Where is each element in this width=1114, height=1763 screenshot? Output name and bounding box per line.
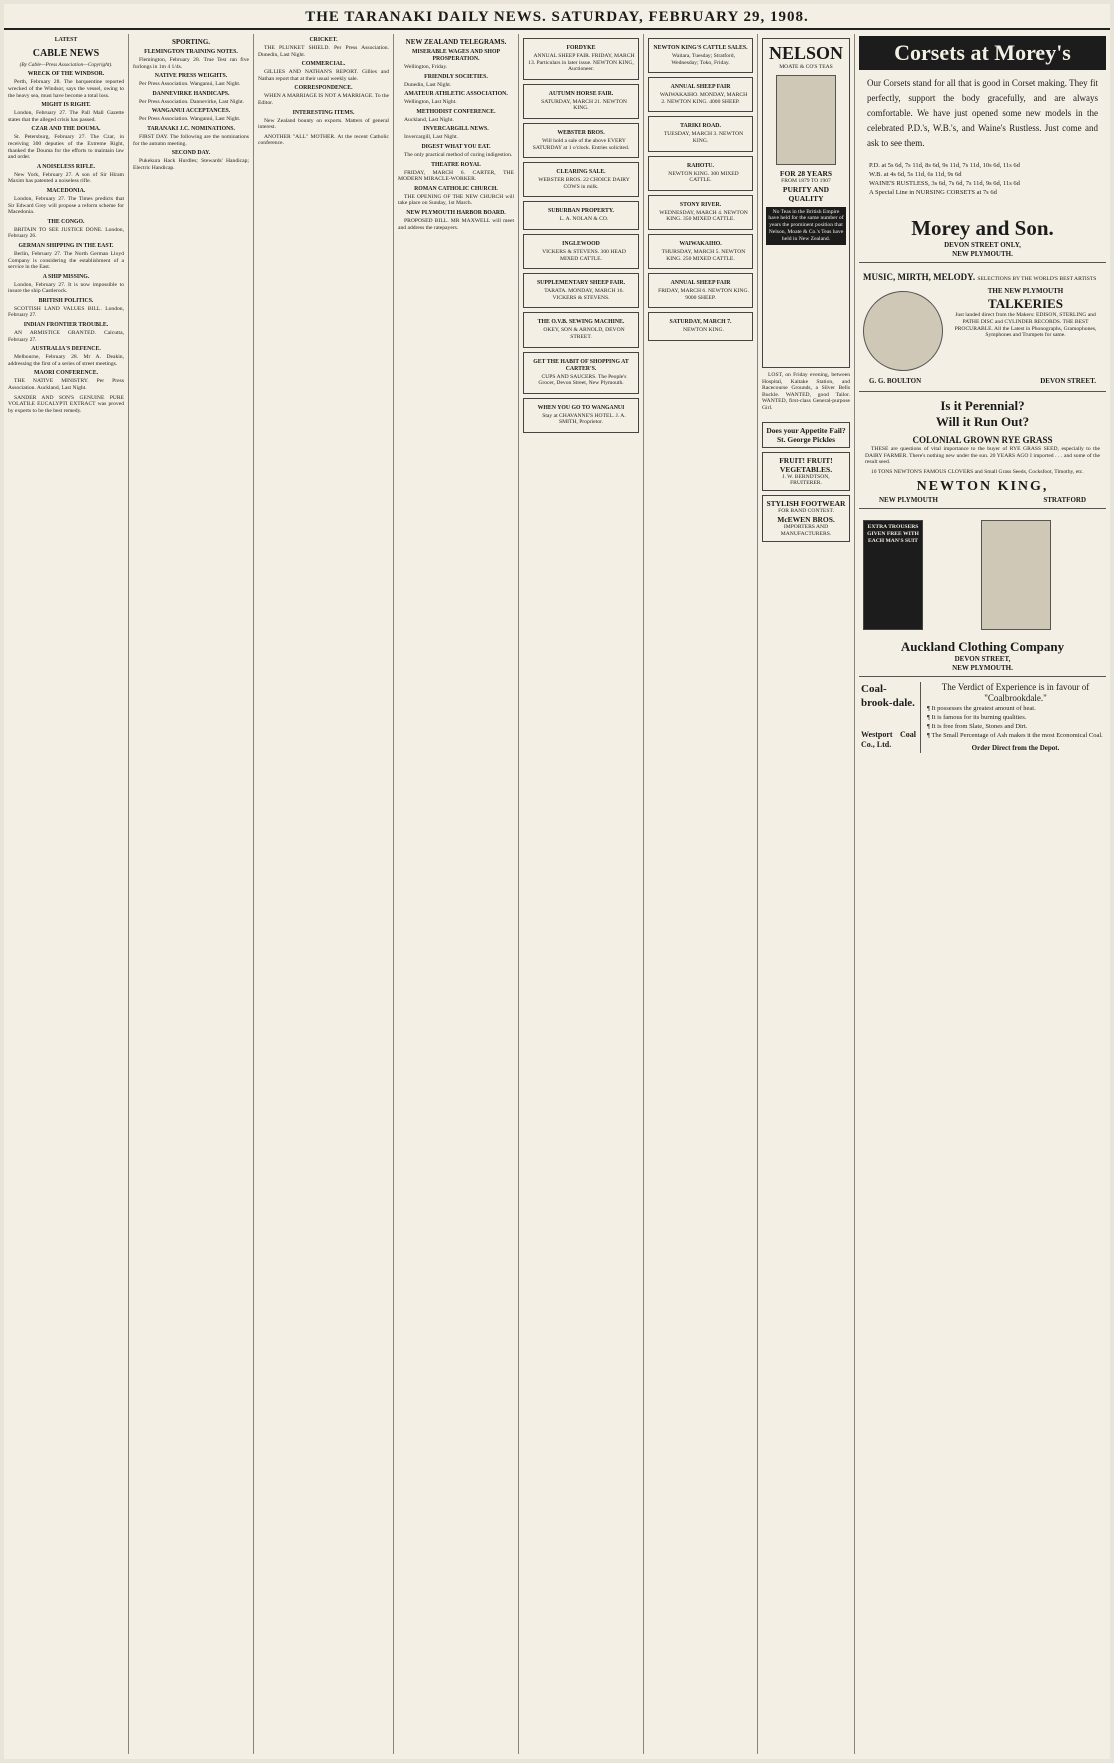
article — [8, 322, 124, 343]
article-body: Per Press Association. Dannevirke, Last Night. — [139, 98, 245, 105]
ad-block — [523, 84, 639, 119]
music-title — [859, 266, 1106, 287]
article-headline: SECOND DAY. — [171, 150, 211, 157]
article-headline: MACEDONIA. — [46, 187, 86, 194]
price-line: WAINE'S RUSTLESS, 3s 6d, 7s 6d, 7s 11d, 9s 6d, 11s 6d — [869, 180, 1020, 187]
article — [133, 91, 249, 106]
coal-order: Order Direct from the Depot. — [971, 744, 1060, 753]
article-body: FRIDAY, MARCH 6. NEWTON KING. 9000 SHEEP. — [658, 288, 749, 301]
article-headline: INTERESTING ITEMS. — [292, 109, 355, 116]
article-headline: FRIENDLY SOCIETIES. — [424, 73, 488, 80]
ad-block — [648, 273, 753, 308]
article-body: GILLIES AND NATHAN'S REPORT. Gillies and Nathan report that at their usual weekly sale. — [258, 69, 389, 82]
woman-illustration-icon — [776, 75, 836, 165]
acc-address-1: DEVON STREET, — [954, 655, 1011, 664]
article-headline: SUBURBAN PROPERTY. — [548, 208, 614, 215]
article-body: L. A. NOLAN & CO. — [559, 216, 609, 223]
article-headline: CORRESPONDENCE. — [294, 85, 353, 92]
article-headline: STONY RIVER. — [679, 201, 722, 208]
pickles-brand: St. George Pickles — [776, 434, 836, 444]
trousers-badge: EXTRA TROUSERS GIVEN FREE WITH EACH MAN'S SUIT — [863, 520, 923, 630]
article — [398, 186, 514, 207]
article — [258, 37, 389, 58]
article — [133, 49, 249, 70]
ad-block — [523, 38, 639, 80]
article-headline: WAIWAKAIHO. — [679, 240, 722, 247]
article-headline: FORDYKE — [566, 45, 596, 51]
article-body: St. Petersburg, February 27. The Czar, in receiving 300 deputies of the Extreme Right, thanked the Douma for the efforts to maintain law and order. — [8, 134, 124, 161]
ad-block — [523, 123, 639, 158]
ad-block — [523, 312, 639, 347]
article-headline: FLEMINGTON TRAINING NOTES. — [144, 49, 238, 55]
corset-price-list — [859, 157, 1106, 201]
nelson-range: FROM 1879 TO 1907 — [781, 177, 831, 184]
article-body: NEWTON KING. — [683, 327, 724, 334]
article-headline: METHODIST CONFERENCE. — [416, 108, 496, 115]
article-list — [398, 49, 514, 231]
ad-list — [648, 38, 753, 341]
article-headline: MIGHT IS RIGHT. — [41, 102, 91, 109]
article-body: London, February 27. It is now impossible to insure the ship Castlerock. — [8, 281, 124, 295]
article — [8, 346, 124, 367]
article-headline: BRITISH POLITICS. — [38, 297, 94, 304]
article-body: SANDER AND SON'S GENUINE PURE VOLATILE EUCALYPTI EXTRACT was proved by experts to be the best remedy. — [8, 394, 124, 414]
section-title: NEW ZEALAND TELEGRAMS. — [405, 38, 507, 46]
ad-list — [523, 38, 639, 433]
coal-title: The Verdict of Experience is in favour of "Coalbrookdale." — [941, 682, 1090, 704]
rye-grass-body: THESE are questions of vital importance to the buyer of RYE GRASS SEED, especially to the DAIRY FARMER. There's nothing new under the sun. 20 YEARS AGO I imported . . . and some of the result seed. — [865, 446, 1100, 466]
article-list — [133, 49, 249, 171]
article — [133, 73, 249, 88]
article — [398, 91, 514, 106]
rye-grass-head: COLONIAL GROWN RYE GRASS — [912, 435, 1053, 445]
article-headline: ANNUAL SHEEP FAIR — [670, 84, 731, 91]
article — [8, 219, 124, 240]
article-headline: DIGEST WHAT YOU EAT. — [421, 143, 491, 150]
article-body: TUESDAY, MARCH 3. NEWTON KING. — [663, 131, 744, 144]
article-body: London, February 27. The Pall Mall Gazette states that the alleged crisis has passed. — [8, 110, 124, 123]
column-newton-king-sales — [644, 34, 758, 1754]
article-body: FRIDAY, MARCH 6. CARTER, THE MODERN MIRACLE-WORKER. — [398, 169, 514, 183]
ad-block — [648, 116, 753, 151]
coal-points — [927, 704, 1104, 740]
fruit-name: J. W. BERNDTSON, FRUITERER. — [782, 473, 830, 487]
column-display-ads — [758, 34, 855, 1754]
article-headline: THE CONGO. — [47, 218, 85, 225]
pickles-title: Does your Appetite Fail? — [766, 425, 846, 435]
article — [398, 49, 514, 71]
newspaper-page — [4, 4, 1110, 1759]
newton-king-name: NEWTON KING, — [916, 479, 1049, 495]
article-body: ANOTHER "ALL" MOTHER. At the recent Catholic conference. — [258, 133, 389, 147]
article-body: BRITAIN TO SEE JUSTICE DONE. London, February 26. — [8, 226, 124, 240]
article-body: Pukekura Hack Hurdles; Stewards' Handicap; Electric Handicap. — [133, 158, 249, 171]
footwear-ad — [762, 495, 850, 541]
music-tagline: SELECTIONS BY THE WORLD'S BEST ARTISTS — [977, 276, 1097, 282]
article-list — [8, 71, 124, 414]
article — [8, 71, 124, 99]
price-line: W.B. at 4s 6d, 5s 11d, 6s 11d, 9s 6d — [869, 171, 962, 178]
article-headline: SUPPLEMENTARY SHEEP FAIR. — [536, 280, 626, 287]
article — [398, 162, 514, 183]
ad-block — [523, 398, 639, 433]
article-body: VICKERS & STEVENS. 300 HEAD MIXED CATTLE. — [542, 248, 626, 262]
talkeries-body: Just landed direct from the Makers: EDISON, STERLING and PATHE DISC and CYLINDER RECORDS. THE BEST PROCURABLE. All the Latest in Phonographs, Gramophones, Symphones and Trumpets for same. — [954, 312, 1097, 339]
article-body: New York, February 27. A son of Sir Hiram Maxim has patented a noiseless rifle. — [8, 171, 124, 185]
article-body: SATURDAY, MARCH 21. NEWTON KING. — [541, 98, 627, 112]
suit-figure-icon — [981, 520, 1051, 630]
article-headline: A NOISELESS RIFLE. — [36, 163, 96, 170]
morey-address-2: NEW PLYMOUTH. — [952, 250, 1013, 258]
corsets-banner: Corsets at Morey's — [859, 36, 1106, 70]
article-headline: INDIAN FRONTIER TROUBLE. — [23, 322, 109, 329]
ad-block — [523, 234, 639, 269]
article — [398, 144, 514, 159]
article-body: Berlin, February 27. The North German Lloyd Company is considering the establishment of a service in the East. — [8, 250, 124, 271]
article-body: The only practical method of curing indigestion. — [404, 151, 513, 158]
article-body: THE PLUNKET SHIELD. Per Press Association. Dunedin, Last Night. — [258, 45, 389, 58]
perennial-title-2: Will it Run Out? — [935, 414, 1030, 429]
article — [8, 298, 124, 319]
footwear-sub: FOR BAND CONTEST. — [778, 508, 834, 515]
article-body: Per Press Association. Wanganui, Last Night. — [139, 116, 241, 123]
article — [133, 108, 249, 123]
article-body: SCOTTISH LAND VALUES BILL. London, February 27. — [8, 305, 124, 319]
ad-block — [523, 352, 639, 394]
article — [8, 102, 124, 123]
footwear-name: McEWEN BROS. — [777, 514, 835, 524]
masthead: THE TARANAKI DAILY NEWS. SATURDAY, FEBRUARY 29, 1908. — [4, 4, 1110, 30]
column-auction-ads — [519, 34, 644, 1754]
talkeries-title: TALKERIES — [988, 296, 1063, 311]
section-title: SPORTING. — [171, 38, 211, 46]
article-body: ANNUAL SHEEP FAIR. FRIDAY, MARCH 13. Particulars in later issue. NEWTON KING, Auctioneer. — [528, 53, 635, 73]
boulton-street: DEVON STREET. — [1040, 377, 1096, 385]
fruit-ad — [762, 452, 850, 492]
nelson-slogan: PURITY AND QUALITY — [782, 184, 830, 203]
article-body: PROPOSED BILL. MR MAXWELL will meet and address the ratepayers. — [398, 217, 514, 231]
article-headline: TARANAKI J.C. NOMINATIONS. — [147, 125, 235, 132]
article-headline: NEWTON KING'S CATTLE SALES. — [653, 45, 748, 51]
article-body: New Zealand bounty on exports. Matters of general interest. — [258, 117, 389, 131]
article-body: THURSDAY, MARCH 5. NEWTON KING. 250 MIXED CATTLE. — [661, 248, 746, 262]
perennial-title-1: Is it Perennial? — [940, 398, 1025, 413]
section-title: CABLE NEWS — [32, 48, 100, 59]
article-headline: WHEN YOU GO TO WANGANUI — [537, 404, 625, 411]
article-body: THE OPENING OF THE NEW CHURCH will take place on Sunday, 1st March. — [398, 193, 514, 207]
article-headline: AUTUMN HORSE FAIR. — [548, 90, 614, 97]
article-headline: CZAR AND THE DOUMA. — [31, 126, 101, 133]
column-sporting — [129, 34, 254, 1754]
article-body: OKEY, SON & ARNOLD, DEVON STREET. — [543, 327, 625, 340]
article-body: THE NATIVE MINISTRY. Per Press Association. Auckland, Last Night. — [8, 378, 124, 392]
article-headline: AMATEUR ATHLETIC ASSOCIATION. — [404, 91, 508, 98]
newton-king-left: NEW PLYMOUTH — [879, 496, 938, 505]
article-headline: CRICKET. — [309, 37, 338, 43]
article-body: Will hold a sale of the above EVERY SATURDAY at 1 o'clock. Entries solicited. — [532, 137, 630, 151]
article-body: Melbourne, February 28. Mr A. Deakin, addressing the first of a series of street meetings. — [8, 354, 124, 367]
ad-block — [648, 195, 753, 230]
article — [398, 210, 514, 231]
article — [8, 370, 124, 391]
section-dek: (By Cable—Press Association—Copyright). — [19, 62, 113, 68]
article-headline: INGLEWOOD — [562, 240, 600, 247]
article — [258, 61, 389, 82]
article — [398, 74, 514, 89]
article-headline: THEATRE ROYAL — [431, 161, 481, 168]
edison-portrait-icon — [863, 291, 943, 371]
article-body: WAIWAKAIHO. MONDAY, MARCH 2. NEWTON KING. 4000 SHEEP. — [659, 92, 748, 105]
nelson-sub: MOATE & CO'S TEAS — [779, 64, 833, 70]
article-body: Wellington, Last Night. — [404, 99, 457, 106]
coal-point: ¶ The Small Percentage of Ash makes it the most Economical Coal. — [927, 732, 1103, 740]
article-headline: TARIKI ROAD. — [680, 123, 721, 130]
article-headline: MISERABLE WAGES AND SHOP PROSPERATION. — [412, 49, 500, 62]
article-body: AN ARMISTICE GRANTED. Calcutta, February 27. — [8, 330, 124, 343]
article — [8, 126, 124, 160]
talkeries-sub: THE NEW PLYMOUTH — [987, 287, 1064, 295]
article-body: Flemington, February 28. True Test ran five furlongs in 1m 4 1/4s. — [133, 57, 249, 70]
article — [398, 109, 514, 124]
article — [8, 243, 124, 271]
article-list — [258, 37, 389, 147]
article-headline: INVERCARGILL NEWS. — [423, 126, 489, 133]
article-headline: ANNUAL SHEEP FAIR — [670, 280, 731, 287]
article-headline: GERMAN SHIPPING IN THE EAST. — [18, 242, 114, 249]
column-nz-telegrams — [394, 34, 519, 1754]
article-headline: A SHIP MISSING. — [42, 273, 90, 280]
nelson-tea-ad — [762, 38, 850, 368]
article-body: FIRST DAY. The following are the nominations for the autumn meeting. — [133, 133, 249, 147]
auckland-clothing: Auckland Clothing Company — [900, 639, 1065, 655]
price-line: P.D. at 5s 6d, 7s 11d, 8s 6d, 9s 11d, 7s 11d, 10s 6d, 11s 6d — [869, 162, 1020, 169]
section-label: LATEST — [54, 37, 78, 43]
clovers-body: 10 TONS NEWTON'S FAMOUS CLOVERS and Small Grass Seeds, Cocksfoot, Timothy, etc. — [871, 468, 1084, 475]
article-body: Wellington, Friday. — [404, 64, 448, 70]
article-body: CUPS AND SAUCERS. The People's Grocer, Devon Street, New Plymouth. — [538, 373, 627, 387]
coal-company: Westport Coal Co., Ltd. — [861, 730, 916, 750]
coal-point: ¶ It is free from Slate, Stones and Dirt. — [927, 723, 1028, 731]
article-body: WEDNESDAY, MARCH 4. NEWTON KING. 350 MIXED CATTLE. — [659, 209, 748, 223]
morey-address-1: DEVON STREET ONLY, — [944, 241, 1021, 249]
article-headline: ROMAN CATHOLIC CHURCH. — [414, 185, 498, 192]
article-headline: GET THE HABIT OF SHOPPING AT CARTER'S. — [533, 358, 629, 372]
music-heading: MUSIC, MIRTH, MELODY. — [863, 272, 976, 282]
article — [8, 274, 124, 295]
article-headline: RAHOTU. — [687, 162, 714, 169]
ad-block — [523, 273, 639, 308]
article-body: NEWTON KING. 300 MIXED CATTLE. — [668, 170, 739, 184]
article-headline: NEW PLYMOUTH HARBOR BOARD. — [406, 209, 506, 216]
footwear-tag: IMPORTERS AND MANUFACTURERS. — [780, 523, 832, 537]
article-body: Dunedin, Last Night. — [404, 81, 452, 88]
ad-block — [523, 162, 639, 197]
nelson-note: No Teas in the British Empire have held for the same number of years the prominent position that Nelson, Moate & Co.'s Teas have held in New Zealand. — [766, 207, 846, 245]
footwear-title: STYLISH FOOTWEAR — [766, 499, 846, 509]
classified-notices: LOST, on Friday evening, between Hospital, Kaitake Station, and Racecourse Grounds, a Silver Bells Buckle. WANTED, good Tailor. WANTED, first-class General-purpose Girl. — [762, 372, 850, 411]
price-line: A Special Line in NURSING CORSETS at 7s 6d — [869, 189, 997, 196]
article — [398, 126, 514, 141]
article-headline: WRECK OF THE WINDSOR. — [27, 71, 105, 78]
article — [133, 150, 249, 171]
ad-block — [648, 234, 753, 269]
article-body: Auckland, Last Night. — [404, 116, 454, 123]
pickles-ad — [762, 422, 850, 448]
article — [8, 395, 124, 415]
fruit-title: FRUIT! FRUIT! VEGETABLES. — [779, 455, 833, 474]
article-headline: MAORI CONFERENCE. — [33, 370, 99, 377]
coal-point: ¶ It is famous for its burning qualities. — [927, 714, 1027, 722]
ad-block — [648, 38, 753, 73]
article-headline: COMMERCIAL. — [301, 61, 346, 68]
column-cable-news — [4, 34, 129, 1754]
article — [8, 164, 124, 185]
article-headline: WEBSTER BROS. — [557, 129, 605, 136]
article-body: WHEN A MARRIAGE IS NOT A MARRIAGE. To the Editor. — [258, 93, 389, 106]
ad-block — [648, 312, 753, 341]
morey-and-son: Morey and Son. — [911, 216, 1054, 240]
ad-block — [523, 201, 639, 230]
article — [258, 110, 389, 131]
article-headline: WANGANUI ACCEPTANCES. — [151, 108, 231, 115]
column-cricket-commercial — [254, 34, 394, 1754]
coal-brand: Coal-brook-dale. — [861, 683, 915, 710]
column-morey-ads — [855, 34, 1110, 1754]
coal-point: ¶ It possesses the greatest amount of heat. — [927, 705, 1036, 713]
article-body: Perth, February 28. The barquentine reported wrecked of the Windsor, says the vessel, owing to the heavy sea, must have become a total loss. — [8, 79, 124, 99]
nelson-brand: NELSON — [768, 43, 844, 63]
article-body: WEBSTER BROS. 22 CHOICE DAIRY COWS in milk. — [538, 177, 630, 190]
ad-block — [648, 156, 753, 191]
boulton-name: G. G. BOULTON — [869, 377, 922, 385]
article-headline: CLEARING SALE. — [556, 169, 606, 176]
ad-block — [648, 77, 753, 112]
acc-address-2: NEW PLYMOUTH. — [952, 664, 1013, 673]
article-headline: NATIVE PRESS WEIGHTS. — [154, 73, 228, 80]
article-body: London, February 27. The Times predicts that Sir Edward Grey will propose a reform scheme for Macedonia. — [8, 195, 124, 216]
article-body: Per Press Association. Wanganui, Last Night. — [139, 81, 241, 88]
article-headline: AUSTRALIA'S DEFENCE. — [31, 346, 101, 353]
article-body: Waitara, Tuesday; Stratford, Wednesday; Toko, Friday. — [671, 53, 735, 66]
article — [8, 188, 124, 216]
nelson-years: FOR 28 YEARS — [779, 168, 833, 178]
article — [258, 134, 389, 147]
article-headline: THE O.V.B. SEWING MACHINE. — [537, 319, 625, 326]
corsets-copy: Our Corsets stand for all that is good in Corset making. They fit perfectly, support the body gracefully, and are always comfortable. We have just opened some new models in the celebrated P.D.'s, W.B.'s, and Waine's Rustless. Just come and ask to see them. — [867, 78, 1098, 148]
article — [258, 85, 389, 106]
newton-king-right: STRATFORD — [1043, 496, 1086, 505]
article-body: Invercargill, Last Night. — [404, 134, 458, 141]
article-headline: DANNEVIRKE HANDICAPS. — [152, 90, 230, 97]
article — [133, 126, 249, 147]
article-headline: SATURDAY, MARCH 7. — [669, 319, 732, 326]
article-body: TARATA. MONDAY, MARCH 16. VICKERS & STEVENS. — [544, 288, 624, 301]
article-body: Stay at CHAVANNE'S HOTEL. J. A. SMITH, Proprietor. — [542, 412, 626, 426]
